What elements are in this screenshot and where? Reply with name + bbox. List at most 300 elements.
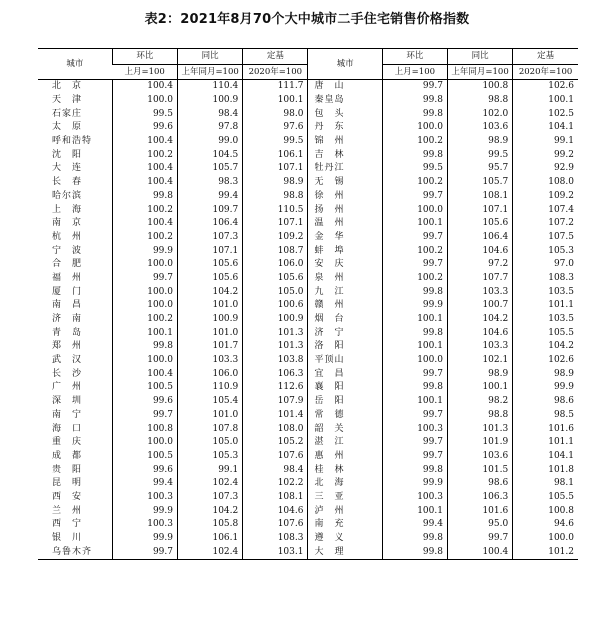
base-value: 108.3	[243, 532, 308, 546]
yoy-value: 104.2	[178, 285, 243, 299]
yoy-value: 99.0	[178, 135, 243, 149]
yoy-value: 101.0	[178, 326, 243, 340]
yoy-value: 101.0	[178, 299, 243, 313]
yoy-value: 110.9	[178, 381, 243, 395]
table-row	[38, 340, 578, 354]
mom-value: 100.2	[382, 176, 447, 190]
city-name: 海 口	[52, 423, 83, 434]
city-name: 银 川	[52, 533, 83, 544]
yoy-value: 105.0	[178, 436, 243, 450]
base-value: 98.9	[243, 176, 308, 190]
table-body	[38, 80, 578, 560]
table-row	[38, 532, 578, 546]
mom-value: 100.0	[112, 285, 177, 299]
mom-value: 99.8	[382, 285, 447, 299]
mom-value: 99.7	[112, 545, 177, 559]
city-name: 常 德	[308, 409, 382, 423]
table-row	[38, 80, 578, 94]
mom-value: 100.1	[382, 313, 447, 327]
mom-value: 100.0	[112, 354, 177, 368]
city-name: 合 肥	[52, 259, 83, 270]
mom-value: 99.5	[112, 107, 177, 121]
mom-value: 99.7	[112, 409, 177, 423]
mom-value: 99.8	[382, 381, 447, 395]
base-value: 100.1	[243, 94, 308, 108]
city-name: 福 州	[52, 272, 83, 283]
base-value: 92.9	[513, 162, 578, 176]
yoy-value: 95.0	[447, 518, 512, 532]
table-row	[38, 244, 578, 258]
city-name: 金 华	[308, 231, 382, 245]
table-row	[38, 231, 578, 245]
mom-value: 100.2	[382, 135, 447, 149]
yoy-value: 97.2	[447, 258, 512, 272]
table-row	[38, 135, 578, 149]
mom-value: 100.0	[382, 354, 447, 368]
yoy-value: 101.5	[447, 463, 512, 477]
city-name: 惠 州	[308, 450, 382, 464]
city-name: 徐 州	[308, 190, 382, 204]
yoy-value: 99.7	[447, 532, 512, 546]
yoy-header: 同比	[178, 49, 243, 65]
mom-value: 99.8	[382, 94, 447, 108]
yoy-value: 101.6	[447, 504, 512, 518]
table-row	[38, 313, 578, 327]
mom-value: 100.0	[112, 299, 177, 313]
city-name: 秦皇岛	[308, 94, 382, 108]
base-value: 108.7	[243, 244, 308, 258]
base-value: 98.0	[243, 107, 308, 121]
base-value: 104.1	[513, 121, 578, 135]
city-header: 城市	[38, 49, 112, 80]
city-name: 温 州	[308, 217, 382, 231]
mom-value: 99.8	[382, 148, 447, 162]
mom-value: 99.7	[382, 258, 447, 272]
base-value: 104.6	[243, 504, 308, 518]
table-title: 表2：2021年8月70个大中城市二手住宅销售价格指数	[144, 12, 470, 27]
table-row	[38, 217, 578, 231]
table-row	[38, 176, 578, 190]
base-value: 98.1	[513, 477, 578, 491]
table-row	[38, 354, 578, 368]
yoy-value: 98.9	[447, 135, 512, 149]
mom-value: 99.5	[382, 162, 447, 176]
mom-value: 100.2	[382, 244, 447, 258]
mom-value: 99.7	[382, 80, 447, 94]
table-row	[38, 422, 578, 436]
mom-value: 99.8	[382, 326, 447, 340]
city-name: 安 庆	[308, 258, 382, 272]
yoy-value: 103.6	[447, 121, 512, 135]
city-name: 南 昌	[52, 300, 83, 311]
base-value: 106.0	[243, 258, 308, 272]
base-value: 102.5	[513, 107, 578, 121]
city-name: 泉 州	[308, 272, 382, 286]
city-name: 长 沙	[52, 368, 83, 379]
yoy-value: 107.3	[178, 231, 243, 245]
mom-value: 100.2	[112, 203, 177, 217]
base-value: 107.4	[513, 203, 578, 217]
city-name: 重 庆	[52, 437, 83, 448]
table-row	[38, 162, 578, 176]
city-name: 赣 州	[308, 299, 382, 313]
mom-value: 100.1	[382, 395, 447, 409]
yoy-value: 103.3	[178, 354, 243, 368]
city-name: 大 理	[308, 545, 382, 559]
yoy-value: 107.8	[178, 422, 243, 436]
mom-value: 100.0	[112, 258, 177, 272]
table-row	[38, 203, 578, 217]
mom-value: 100.4	[112, 162, 177, 176]
city-name: 南 宁	[52, 409, 83, 420]
yoy-value: 107.1	[178, 244, 243, 258]
yoy-value: 101.3	[447, 422, 512, 436]
city-name: 呼和浩特	[52, 136, 93, 147]
mom-value: 99.9	[112, 532, 177, 546]
yoy-subheader: 上年同月=100	[178, 65, 243, 80]
yoy-value: 105.6	[178, 272, 243, 286]
yoy-value: 99.4	[178, 190, 243, 204]
mom-value: 100.5	[112, 381, 177, 395]
yoy-value: 98.3	[178, 176, 243, 190]
base-value: 101.3	[243, 340, 308, 354]
city-name: 乌鲁木齐	[38, 545, 112, 559]
yoy-value: 107.1	[447, 203, 512, 217]
base-value: 105.2	[243, 436, 308, 450]
yoy-value: 98.9	[447, 367, 512, 381]
mom-value: 100.3	[382, 491, 447, 505]
mom-value: 100.1	[382, 217, 447, 231]
base-value: 101.8	[513, 463, 578, 477]
table-row	[38, 545, 578, 559]
yoy-value: 97.8	[178, 121, 243, 135]
city-name: 包 头	[308, 107, 382, 121]
yoy-value: 107.7	[447, 272, 512, 286]
city-name: 兰 州	[52, 505, 83, 516]
city-name: 泸 州	[308, 504, 382, 518]
table-row	[38, 395, 578, 409]
mom-header: 环比	[382, 49, 447, 65]
mom-value: 100.3	[112, 491, 177, 505]
mom-value: 99.8	[382, 532, 447, 546]
base-value: 108.1	[243, 491, 308, 505]
yoy-value: 101.7	[178, 340, 243, 354]
yoy-value: 102.4	[178, 545, 243, 559]
yoy-value: 100.1	[447, 381, 512, 395]
base-value: 106.1	[243, 148, 308, 162]
base-value: 105.5	[513, 326, 578, 340]
mom-subheader: 上月=100	[382, 65, 447, 80]
base-value: 107.2	[513, 217, 578, 231]
base-value: 99.5	[243, 135, 308, 149]
base-value: 99.2	[513, 148, 578, 162]
table-row	[38, 107, 578, 121]
city-name: 沈 阳	[52, 149, 83, 160]
mom-header: 环比	[112, 49, 177, 65]
city-name: 三 亚	[308, 491, 382, 505]
yoy-value: 102.1	[447, 354, 512, 368]
base-value: 111.7	[243, 80, 308, 94]
yoy-value: 109.7	[178, 203, 243, 217]
city-name: 北 京	[52, 81, 83, 92]
city-name: 吉 林	[308, 148, 382, 162]
yoy-value: 105.4	[178, 395, 243, 409]
city-name: 深 圳	[52, 396, 83, 407]
base-value: 107.9	[243, 395, 308, 409]
base-value: 109.2	[513, 190, 578, 204]
base-value: 105.0	[243, 285, 308, 299]
yoy-value: 98.2	[447, 395, 512, 409]
city-name: 济 宁	[308, 326, 382, 340]
city-name: 济 南	[52, 314, 83, 325]
city-name: 石家庄	[52, 108, 83, 119]
base-value: 100.9	[243, 313, 308, 327]
mom-value: 99.4	[112, 477, 177, 491]
mom-value: 99.9	[112, 244, 177, 258]
base-value: 105.3	[513, 244, 578, 258]
base-value: 97.6	[243, 121, 308, 135]
yoy-value: 104.2	[447, 313, 512, 327]
yoy-value: 100.7	[447, 299, 512, 313]
city-name: 青 岛	[52, 327, 83, 338]
mom-value: 100.0	[112, 94, 177, 108]
mom-value: 100.5	[112, 450, 177, 464]
mom-value: 99.8	[112, 190, 177, 204]
table-row	[38, 450, 578, 464]
base-value: 102.2	[243, 477, 308, 491]
table-row	[38, 491, 578, 505]
base-value: 104.2	[513, 340, 578, 354]
table-row	[38, 190, 578, 204]
mom-value: 100.0	[382, 121, 447, 135]
base-value: 98.4	[243, 463, 308, 477]
base-value: 108.0	[243, 422, 308, 436]
city-name: 长 春	[52, 177, 83, 188]
city-name: 牡丹江	[308, 162, 382, 176]
mom-value: 100.8	[112, 422, 177, 436]
table-row	[38, 409, 578, 423]
city-name: 成 都	[52, 450, 83, 461]
mom-value: 99.7	[382, 409, 447, 423]
city-name: 贵 阳	[52, 464, 83, 475]
mom-value: 100.4	[112, 135, 177, 149]
city-name: 杭 州	[52, 231, 83, 242]
base-value: 100.0	[513, 532, 578, 546]
base-value: 100.6	[243, 299, 308, 313]
table-row	[38, 272, 578, 286]
base-value: 98.8	[243, 190, 308, 204]
mom-value: 99.7	[382, 231, 447, 245]
mom-value: 99.4	[382, 518, 447, 532]
base-value: 98.9	[513, 367, 578, 381]
mom-value: 99.7	[382, 367, 447, 381]
table-row	[38, 477, 578, 491]
yoy-value: 104.2	[178, 504, 243, 518]
base-value: 101.1	[513, 299, 578, 313]
base-value: 107.5	[513, 231, 578, 245]
yoy-value: 98.4	[178, 107, 243, 121]
mom-value: 100.0	[382, 203, 447, 217]
base-value: 107.6	[243, 518, 308, 532]
base-value: 107.1	[243, 162, 308, 176]
city-name: 烟 台	[308, 313, 382, 327]
mom-value: 99.9	[382, 299, 447, 313]
mom-value: 100.2	[112, 231, 177, 245]
mom-value: 100.2	[112, 148, 177, 162]
yoy-value: 98.6	[447, 477, 512, 491]
city-name: 蚌 埠	[308, 244, 382, 258]
mom-value: 100.3	[382, 422, 447, 436]
yoy-value: 99.1	[178, 463, 243, 477]
yoy-value: 102.4	[178, 477, 243, 491]
base-value: 97.0	[513, 258, 578, 272]
base-value: 102.6	[513, 354, 578, 368]
base-value: 99.9	[513, 381, 578, 395]
base-value: 112.6	[243, 381, 308, 395]
city-name: 扬 州	[308, 203, 382, 217]
table-row	[38, 299, 578, 313]
city-header: 城市	[308, 49, 382, 80]
city-name: 太 原	[52, 122, 83, 133]
base-value: 99.1	[513, 135, 578, 149]
yoy-value: 105.6	[178, 258, 243, 272]
mom-value: 100.4	[112, 367, 177, 381]
city-name: 唐 山	[308, 80, 382, 94]
table-row	[38, 436, 578, 450]
yoy-value: 104.6	[447, 244, 512, 258]
table-row	[38, 285, 578, 299]
base-value: 103.5	[513, 285, 578, 299]
city-name: 昆 明	[52, 478, 83, 489]
base-value: 109.2	[243, 231, 308, 245]
yoy-value: 103.3	[447, 285, 512, 299]
city-name: 西 宁	[52, 519, 83, 530]
mom-value: 99.7	[112, 272, 177, 286]
base-value: 108.0	[513, 176, 578, 190]
base-value: 102.6	[513, 80, 578, 94]
yoy-value: 101.9	[447, 436, 512, 450]
base-header: 定基	[243, 49, 308, 65]
yoy-value: 104.5	[178, 148, 243, 162]
city-name: 宁 波	[52, 245, 83, 256]
mom-value: 100.1	[382, 504, 447, 518]
city-name: 广 州	[52, 382, 83, 393]
table-row	[38, 326, 578, 340]
yoy-value: 106.3	[447, 491, 512, 505]
table-row	[38, 121, 578, 135]
mom-value: 99.6	[112, 463, 177, 477]
yoy-value: 106.0	[178, 367, 243, 381]
mom-value: 99.8	[112, 340, 177, 354]
base-value: 105.6	[243, 272, 308, 286]
base-value: 101.6	[513, 422, 578, 436]
yoy-value: 105.8	[178, 518, 243, 532]
base-value: 100.1	[513, 94, 578, 108]
mom-value: 99.9	[112, 504, 177, 518]
base-value: 101.2	[513, 545, 578, 559]
city-name: 洛 阳	[308, 340, 382, 354]
yoy-value: 100.9	[178, 94, 243, 108]
city-name: 湛 江	[308, 436, 382, 450]
city-name: 北 海	[308, 477, 382, 491]
mom-value: 99.8	[382, 545, 447, 559]
mom-value: 99.7	[382, 450, 447, 464]
yoy-value: 110.4	[178, 80, 243, 94]
yoy-header: 同比	[447, 49, 512, 65]
mom-value: 100.4	[112, 217, 177, 231]
city-name: 上 海	[52, 204, 83, 215]
city-name: 宜 昌	[308, 367, 382, 381]
yoy-value: 102.0	[447, 107, 512, 121]
city-name: 桂 林	[308, 463, 382, 477]
base-value: 101.1	[513, 436, 578, 450]
yoy-subheader: 上年同月=100	[447, 65, 512, 80]
base-value: 103.8	[243, 354, 308, 368]
mom-subheader: 上月=100	[112, 65, 177, 80]
yoy-value: 99.5	[447, 148, 512, 162]
base-value: 100.8	[513, 504, 578, 518]
mom-value: 100.2	[112, 313, 177, 327]
base-value: 105.5	[513, 491, 578, 505]
city-name: 无 锡	[308, 176, 382, 190]
table-row	[38, 463, 578, 477]
yoy-value: 105.6	[447, 217, 512, 231]
city-name: 丹 东	[308, 121, 382, 135]
mom-value: 99.6	[112, 395, 177, 409]
yoy-value: 98.8	[447, 94, 512, 108]
base-value: 94.6	[513, 518, 578, 532]
mom-value: 99.8	[382, 107, 447, 121]
base-value: 108.3	[513, 272, 578, 286]
table-row	[38, 94, 578, 108]
mom-value: 99.6	[112, 121, 177, 135]
header-row	[38, 49, 578, 65]
yoy-value: 103.6	[447, 450, 512, 464]
base-value: 107.1	[243, 217, 308, 231]
table-row	[38, 518, 578, 532]
city-name: 厦 门	[52, 286, 83, 297]
yoy-value: 101.0	[178, 409, 243, 423]
yoy-value: 100.4	[447, 545, 512, 559]
base-subheader: 2020年=100	[513, 65, 578, 80]
mom-value: 99.7	[382, 190, 447, 204]
city-name: 大 连	[52, 163, 83, 174]
base-subheader: 2020年=100	[243, 65, 308, 80]
yoy-value: 106.4	[447, 231, 512, 245]
base-value: 101.4	[243, 409, 308, 423]
yoy-value: 108.1	[447, 190, 512, 204]
city-name: 韶 关	[308, 422, 382, 436]
mom-value: 100.0	[112, 436, 177, 450]
yoy-value: 106.4	[178, 217, 243, 231]
table-row	[38, 381, 578, 395]
city-name: 哈尔滨	[52, 190, 83, 201]
city-name: 遵 义	[308, 532, 382, 546]
city-name: 九 江	[308, 285, 382, 299]
yoy-value: 106.1	[178, 532, 243, 546]
price-index-table	[38, 48, 578, 560]
table-row	[38, 367, 578, 381]
base-value: 101.3	[243, 326, 308, 340]
city-name: 平顶山	[308, 354, 382, 368]
mom-value: 100.4	[112, 176, 177, 190]
mom-value: 100.1	[112, 326, 177, 340]
base-value: 98.6	[513, 395, 578, 409]
mom-value: 100.2	[382, 272, 447, 286]
city-name: 南 京	[52, 218, 83, 229]
yoy-value: 105.7	[178, 162, 243, 176]
mom-value: 99.7	[382, 436, 447, 450]
